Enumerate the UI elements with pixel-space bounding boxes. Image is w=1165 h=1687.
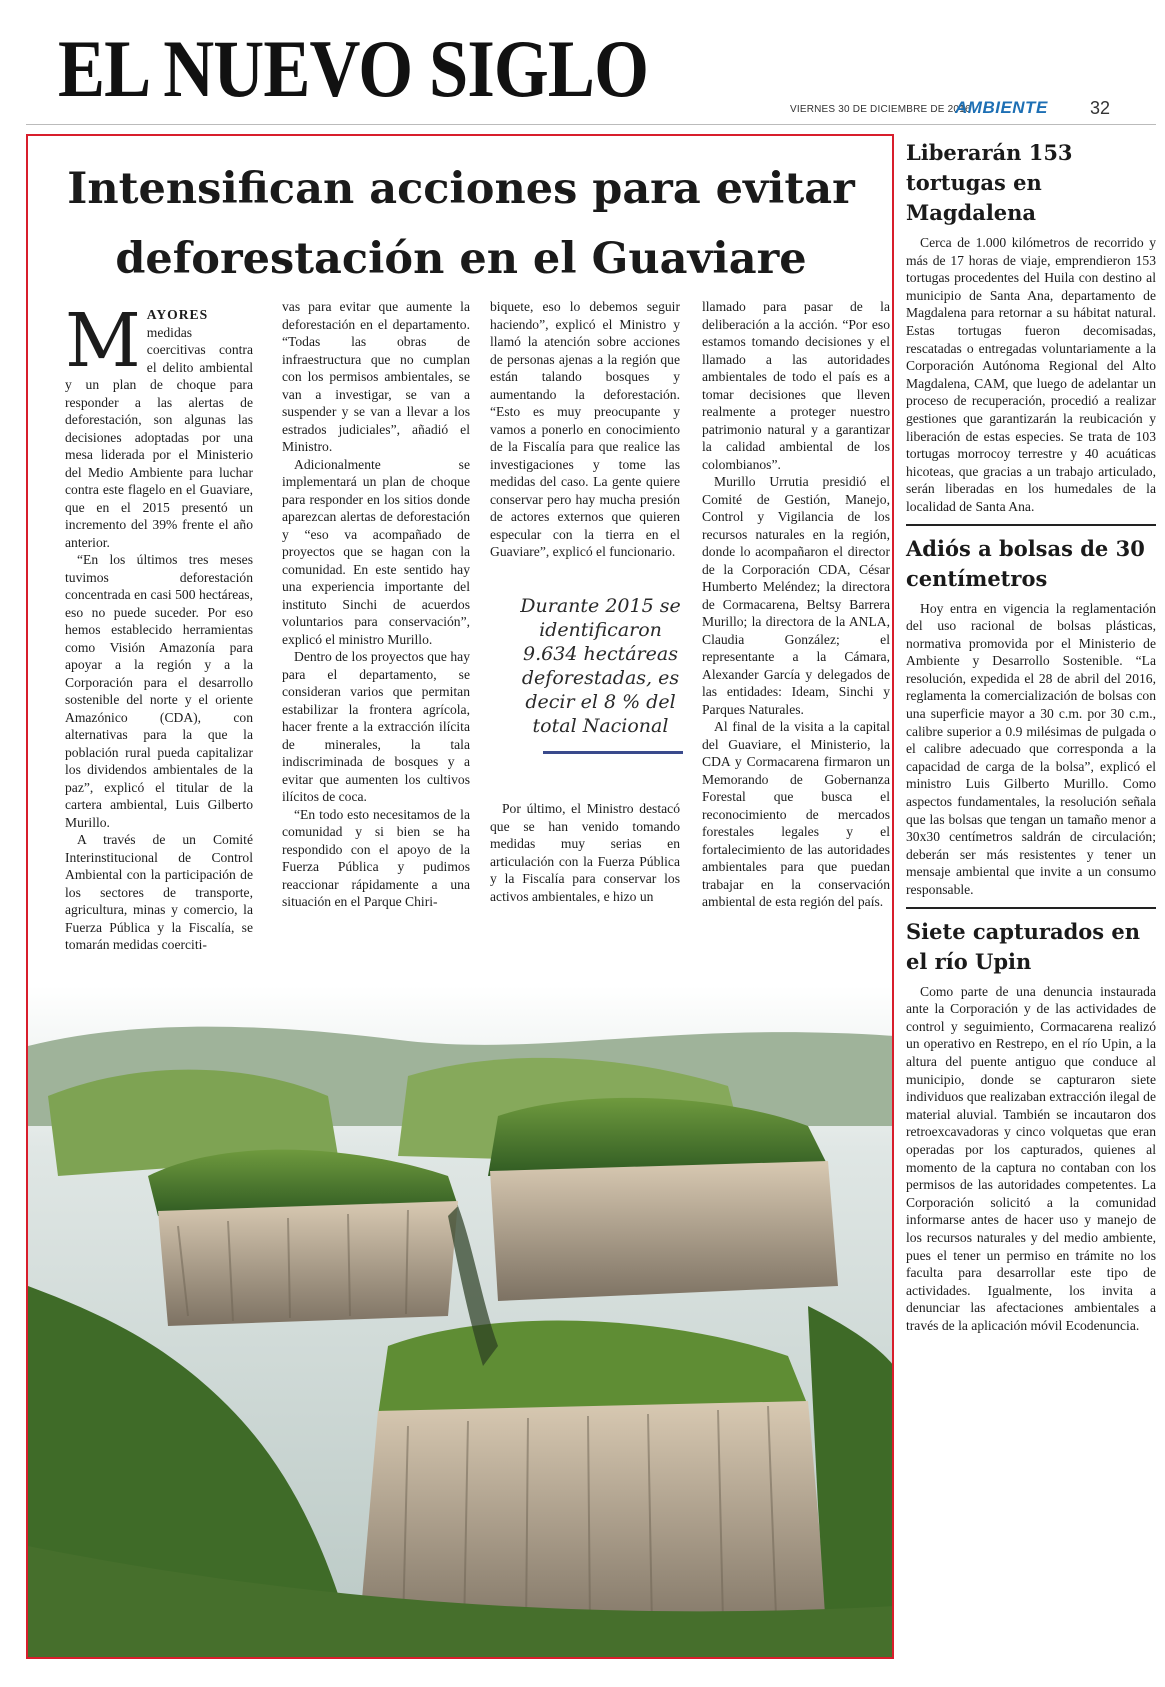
- lead-paragraph: [65, 298, 253, 551]
- body-paragraph: llamado para pasar de la deliberación a la acción. “Por eso estamos tomando decisiones y el llamado a las autoridades ambientales de todo el país es a tomar decisiones que lleven realmente a proteger nuestro patrimonio natural y a garantizar la calidad ambiental de los colombianos”.: [702, 299, 890, 472]
- sidebar-briefs: [906, 138, 1156, 1350]
- drop-cap: M: [65, 298, 141, 384]
- brief-body: Cerca de 1.000 kilómetros de recorrido y más de 17 horas de viaje, emprendieron 153 tortugas procedentes del Huila con destino al municipio de Santa Ana, departamento de Magdalena para retornar a su hábitat natural. Estas tortugas fueron decomisadas, rescatadas o entregadas voluntariamente a la Corporación Autónoma Regional del Alto Magdalena, CAM, que luego de adelantar un proceso de recuperación, procedió a realizar gestiones que garantizarán la reubicación y liberación de estas especies. Se trata de 103 tortugas morrocoy terrestre y 40 acuáticas hicoteas, que gracias a un trabajo articulado, serán liberadas en los humedales de la localidad de Santa Ana.: [906, 235, 1156, 514]
- body-paragraph: Murillo Urrutia presidió el Comité de Gestión, Manejo, Control y Vigilancia de los recursos naturales en la región, donde lo acompañaron el director de la Corporación CDA, César Humberto Meléndez; la directora de Cormacarena, Beltsy Barrera Murillo; la directora de la ANLA, Claudia González; el representante a la Cámara, Alexander García y delegados de las entidades: Ideam, Sinchi y Parques Naturales.: [702, 474, 890, 717]
- main-article-frame: [26, 134, 894, 1659]
- lead-text: medidas coercitivas contra el delito ambiental y un plan de choque para responder a las alertas de deforestación, son algunas las decisiones adoptadas por una mesa liderada por el Ministerio del Medio Ambiente para luchar contra este flagelo en el Guaviare, que en el 2015 presentó un incremento del 39% frente el año anterior.: [65, 324, 253, 550]
- body-paragraph: biquete, eso lo debemos seguir haciendo”, explicó el Ministro y llamó la atención sobre acciones de personas ajenas a la región que están talando bosques y aumentando la deforestación. “Esto es muy preocupante y vamos a ponerlo en conocimiento de la Fiscalía para que realice las investigaciones y tome las medidas del caso. La gente quiere conservar pero hay mucha presión de actores externos que quieren especular con la tierra en el Guaviare”, explicó el funcionario.: [490, 299, 680, 559]
- lead-caps: AYORES: [146, 307, 209, 322]
- header-rule: [26, 124, 1156, 125]
- landscape-photo: [28, 986, 894, 1659]
- article-column-2: [282, 298, 470, 911]
- masthead-title: EL NUEVO SIGLO: [58, 23, 649, 114]
- section-label: AMBIENTE: [955, 98, 1048, 117]
- body-paragraph: Por último, el Ministro destacó que se han venido tomando medidas muy serias en articulación con la Fuerza Pública y la Fiscalía para conservar los activos ambientales, e hizo un: [490, 801, 680, 904]
- brief-title: Adiós a bolsas de 30 centímetros: [906, 535, 1145, 591]
- page-number: 32: [1090, 98, 1111, 118]
- brief-tortugas: [906, 138, 1156, 526]
- article-column-3-bottom: [490, 800, 680, 905]
- body-paragraph: vas para evitar que aumente la deforestación en el departamento. “Todas las obras de infraestructura que no cumplan con los permisos ambientales, se van a investigar, se van a suspender y se van a llevar a los estrados judiciales”, añadió el Ministro.: [282, 299, 470, 454]
- body-paragraph: Al final de la visita a la capital del Guaviare, el Ministerio, la CDA y Cormacarena firmaron un Memorando de Gobernanza Forestal que busca el reconocimiento de mercados forestales legales y el fortalecimiento de las autoridades ambientales para que puedan trabajar en la conservación ambiental de esta región del país.: [702, 719, 890, 909]
- article-column-3: [490, 298, 680, 561]
- brief-capturados: [906, 917, 1156, 1343]
- body-paragraph: “En los últimos tres meses tuvimos deforestación concentrada en casi 500 hectáreas, eso no puede suceder. Por eso hemos establecido herramientas como Visión Amazonía para apoyar a la región y a la Corporación para el desarrollo sostenible del norte y el oriente Amazónico (CDA), con alternativas para la que la población rural pueda capitalizar los dividendos ambientales de la paz”, explicó el titular de la cartera ambiental, Luis Gilberto Murillo.: [65, 552, 253, 830]
- brief-body: Hoy entra en vigencia la reglamentación del uso racional de bolsas plásticas, normativa promovida por el Ministerio de Ambiente y Desarrollo Sostenible. “La resolución, expedida el 28 de abril del 2016, reglamenta la comercialización de bolsas con una superficie mayor a 30 c.m. por 30 c.m., calibre superior a 0.9 milésimas de pulgada o el calibre adecuado que corresponda a la capacidad de carga de la bolsa”, explicó el ministro Luis Gilberto Murillo. Como aspectos fundamentales, la resolución señala que las bolsas que tengan un tamaño menor a 30x30 centímetros saldrán de circulación; deberán ser más resistentes y tener un mensaje ambiental que invite a un consumo responsable.: [906, 600, 1156, 897]
- article-column-1: [65, 298, 253, 954]
- pull-quote: Durante 2015 se identificaron 9.634 hectáreas deforestadas, es decir el 8 % del total Nacional: [520, 595, 681, 737]
- body-paragraph: Dentro de los proyectos que hay para el departamento, se consideran varios que permitan estabilizar la frontera agrícola, hacer frente a la extracción ilícita de minerales, la tala indiscriminada de bosques y a evitar que aumenten los cultivos ilícitos de coca.: [282, 649, 470, 804]
- brief-title: Liberarán 153 tortugas en Magdalena: [906, 140, 1073, 225]
- brief-title: Siete capturados en el río Upin: [906, 918, 1141, 974]
- main-headline: Intensifican acciones para evitar deforestación en el Guaviare: [67, 164, 855, 284]
- pull-quote-rule: [543, 751, 683, 754]
- brief-body: Como parte de una denuncia instaurada ante la Corporación y de las actividades de control y seguimiento, Cormacarena realizó un operativo en Restrepo, en el río Upin, a la altura del puente antiguo que conduce al municipio, donde se capturaron siete individuos que realizaban extracción ilegal de material aluvial. También se incautaron dos retroexcavadoras y cinco volquetas que eran operadas por los capturados, quienes al momento de la captura no contaban con los permisos de las autoridades competentes. La Corporación solicitó a la comunidad informarse antes de hacer uso y manejo de los recursos naturales y del medio ambiente, pues el tener un permiso en trámite no los faculta para desarrollar este tipo de actividades. Igualmente, los invita a denunciar las afectaciones ambientales a través de la aplicación móvil Ecodenuncia.: [906, 983, 1156, 1333]
- body-paragraph: Adicionalmente se implementará un plan de choque para responder en los sitios donde aparezcan alertas de deforestación y “eso va acompañado de proyectos que se hagan con la comunidad. En este sentido hay una experiencia importante del instituto Sinchi de acuerdos voluntarios para conservación”, explicó el ministro Murillo.: [282, 456, 470, 647]
- body-paragraph: A través de un Comité Interinstitucional de Control Ambiental con la participación de los sectores de transporte, agricultura, minas y comercio, la Fuerza Pública y la Fiscalía, se tomarán medidas coerciti-: [65, 832, 253, 952]
- brief-bolsas: [906, 534, 1156, 909]
- article-column-4: [702, 298, 890, 911]
- body-paragraph: “En todo esto necesitamos de la comunidad y si bien se ha respondido con el apoyo de la Fuerza Pública y pudimos reaccionar rápidamente a una situación en el Parque Chiri-: [282, 806, 470, 909]
- dateline: VIERNES 30 DE DICIEMBRE DE 2016: [790, 104, 971, 115]
